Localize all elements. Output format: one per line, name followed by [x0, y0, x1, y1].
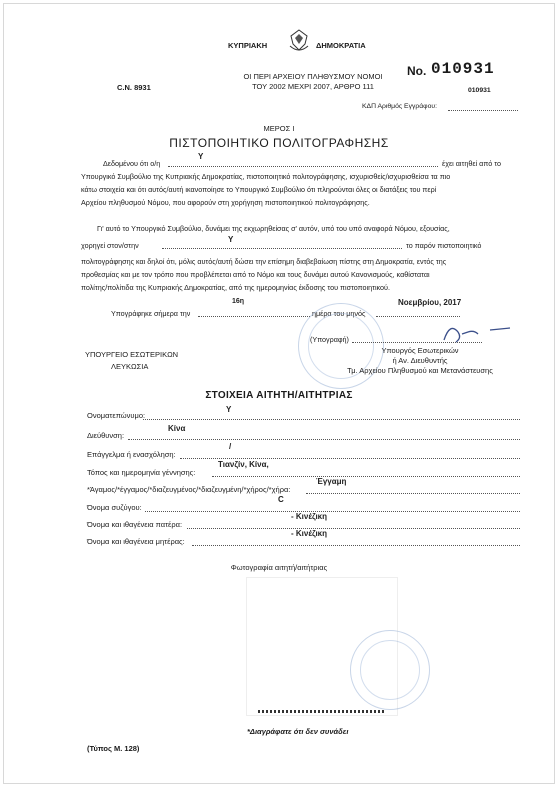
kdp-label: ΚΔΠ Αριθμός Εγγράφου:: [362, 103, 437, 110]
spouse-label: Όνομα συζύγου:: [87, 503, 142, 512]
address-label: Διεύθυνση:: [87, 431, 125, 440]
para3-line2: προθεσμίας και με τον τρόπο που προβλέπεται από το Νόμο και τους δυνάμει αυτού Κανονισμούς, καθίσταται: [81, 270, 430, 279]
occupation-label: Επάγγελμα ή ενασχόληση:: [87, 450, 176, 459]
signature-line: [352, 342, 482, 343]
marital-line: [306, 493, 520, 494]
given-name-line: [168, 166, 438, 167]
given-name: Y: [198, 152, 204, 161]
father-line: [187, 528, 520, 529]
signature-label: (Υπογραφή): [310, 335, 349, 344]
signatory-line-3: Τμ. Αρχείου Πληθυσμού και Μετανάστευσης: [347, 366, 493, 375]
given-suffix: έχει αιτηθεί από το: [442, 159, 502, 168]
name-line: [143, 419, 520, 420]
footnote: *Διαγράφατε ότι δεν συνάδει: [247, 727, 349, 736]
birth-label: Τόπος και ημερομηνία γέννησης:: [87, 468, 196, 477]
given-prefix: Δεδομένου ότι ο/η: [103, 159, 161, 168]
serial-number: 010931: [431, 60, 495, 78]
birth-value: Τιανζίν, Κίνα,: [218, 460, 269, 469]
para2-line1: Γι' αυτό το Υπουργικό Συμβούλιο, δυνάμει της εκχωρηθείσας σ' αυτόν, υπό του υπό αναφορά Νόμου, εξουσίας,: [97, 224, 450, 233]
country-left: ΚΥΠΡΙΑΚΗ: [228, 41, 268, 50]
coat-of-arms-icon: [287, 28, 311, 54]
serial-number-small: 010931: [468, 87, 491, 94]
birth-line: [212, 476, 520, 477]
para1-line3: κάτω στοιχεία και ότι αυτός/αυτή ικανοποίησε το Υπουργικό Συμβούλιο ότι πληρούνται όλες οι διατάξεις του περί: [81, 185, 437, 194]
marital-label: *Άγαμος/*έγγαμος/*διαζευγμένος/*διαζευγμένη/*χήρος/*χήρα:: [87, 485, 291, 494]
occupation-line: [180, 458, 520, 459]
name-value: Y: [226, 405, 232, 414]
signed-label: Υπογράφηκε σήμερα την: [111, 309, 191, 318]
law-line-2: ΤΟΥ 2002 ΜΕΧΡΙ 2007, ΑΡΘΡΟ 111: [252, 82, 374, 91]
marital-value: Έγγαμη: [316, 477, 347, 486]
occupation-value: /: [229, 442, 232, 451]
applicant-section-title: ΣΤΟΙΧΕΙΑ ΑΙΤΗΤΗ/ΑΙΤΗΤΡΙΑΣ: [205, 390, 353, 401]
name-label: Ονοματεπώνυμο:: [87, 411, 146, 420]
signatory-line-1: Υπουργός Εσωτερικών: [381, 346, 459, 355]
address-line: [128, 439, 520, 440]
country-right: ΔΗΜΟΚΡΑΤΙΑ: [316, 41, 366, 50]
para3-line1: πολιτογράφησης και δηλοί ότι, μόλις αυτός/αυτή δώσει την επίσημη διαβεβαίωση πίστης στη Δημοκρατία, εντός της: [81, 257, 447, 266]
signatory-line-2: ή Αν. Διευθυντής: [392, 356, 448, 365]
grant-name: Y: [228, 235, 234, 244]
grant-prefix: χορηγεί στον/στην: [81, 241, 139, 250]
ministry-line-2: ΛΕΥΚΩΣΙΑ: [111, 362, 149, 371]
cn-number: C.N. 8931: [117, 83, 151, 92]
signed-month-line: [376, 316, 460, 317]
para1-line4: Αρχείου πληθυσμού Νόμου, που αφορούν στη χορήγηση πιστοποιητικού πολιτογράφησης.: [81, 198, 370, 207]
page-title: ΠΙΣΤΟΠΟΙΗΤΙΚΟ ΠΟΛΙΤΟΓΡΑΦΗΣΗΣ: [169, 136, 389, 150]
photo-label: Φωτογραφία αιτητή/αιτήτριας: [230, 563, 328, 572]
part-heading: ΜΕΡΟΣ Ι: [263, 124, 295, 133]
mother-label: Όνομα και ιθαγένεια μητέρας:: [87, 537, 185, 546]
address-value: Κίνα: [168, 424, 186, 433]
number-label: No.: [407, 64, 427, 78]
grant-name-line: [162, 248, 402, 249]
father-value: - Κινέζικη: [291, 512, 328, 521]
form-type: (Τύπος Μ. 128): [87, 744, 140, 753]
para1-line2: Υπουργικό Συμβούλιο της Κυπριακής Δημοκρατίας, πιστοποιητικό πολιτογράφησης, ισχυρισθείς/ισχυρισθείσα τα πιο: [81, 172, 451, 181]
signed-day: 16η: [232, 298, 245, 305]
signature-icon: [440, 318, 530, 348]
spouse-value: C: [278, 495, 284, 504]
month-label: ημέρα του μηνός: [312, 309, 366, 318]
mother-value: - Κινέζικη: [291, 529, 328, 538]
mother-line: [192, 545, 520, 546]
photo-edge: [258, 710, 384, 713]
kdp-line: [448, 110, 518, 111]
ministry-line-1: ΥΠΟΥΡΓΕΙΟ ΕΣΩΤΕΡΙΚΩΝ: [85, 350, 179, 359]
para3-line3: πολίτης/πολίτιδα της Κυπριακής Δημοκρατίας, από της ημερομηνίας έκδοσης του πιστοποιητικού.: [81, 283, 390, 292]
signed-day-line: [198, 316, 310, 317]
grant-suffix: το παρόν πιστοποιητικό: [406, 241, 482, 250]
father-label: Όνομα και ιθαγένεια πατέρα:: [87, 520, 183, 529]
spouse-line: [145, 511, 520, 512]
signed-month: Νοεμβρίου, 2017: [398, 298, 462, 307]
official-seal-photo-inner: [360, 640, 420, 700]
law-line-1: ΟΙ ΠΕΡΙ ΑΡΧΕΙΟΥ ΠΛΗΘΥΣΜΟΥ ΝΟΜΟΙ: [243, 72, 383, 81]
